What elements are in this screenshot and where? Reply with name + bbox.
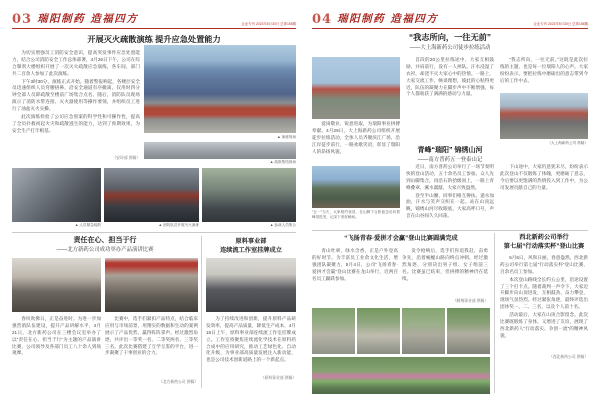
article-body-column — [402, 248, 488, 298]
issue-info: 企业专刊 2023年5月30日 总第158期 — [533, 21, 588, 26]
article-body-column — [206, 316, 296, 374]
paragraph: 近日，南方普药公司举行了一场节奏明快的登山活动，五十余名员工参加。众人先到山脚集合，再沿石阶拾级而上，一路上青峰叠翠、溪水潺潺，大家兴致盎然。 — [406, 164, 494, 190]
photo-firefighters — [104, 168, 199, 222]
article-body-column — [12, 316, 101, 382]
photo-caption: ▲ 消防队员开展灭火演练 — [158, 223, 199, 227]
article-body-column — [105, 316, 198, 378]
issue-info: 企业专刊 2023年5月30日 总第158期 — [241, 21, 296, 26]
paragraph: 首段的20公里拉练途中，大家互相鼓励、并肩前行，没有一人掉队。汗水浸湿了衣衫，却浇不灭大家心中的热情。一路上，大家交流工作、畅谈理想，彼此的心贴得更近，队伍的凝聚力在脚步声中不断增强，每个人都收获了满满的感动与力量。 — [406, 57, 494, 97]
photo-large-group — [312, 357, 490, 394]
article-subtitle: ——南方普药五一登泰山记 — [417, 157, 483, 163]
article-body-column — [500, 164, 588, 228]
article-title-line1: 原料事业部 — [235, 238, 267, 245]
photo-assembly-square — [144, 142, 296, 159]
paragraph: 比赛中，选手们紧扣产品特点，结合临床应用与市场前景，用翔实的数据和生动的案例展示了产品优势，赢得阵阵掌声。经过激烈角逐，共评出一等奖一名、二等奖两名、三等奖三名。此次比赛搭建了互学互鉴的平台，进一步凝聚了干事创业的合力。 — [105, 316, 198, 356]
article-body-column — [406, 164, 494, 228]
section-divider — [12, 232, 296, 233]
photo-caption: ▲ 人员紧急疏散 — [74, 223, 101, 227]
photo-factory-building-firetrucks — [144, 45, 296, 133]
newspaper-brand: 瑞阳制药 造福四方 — [337, 13, 439, 26]
article-title-line2: 第七届“行动落实杯”登山比赛 — [503, 243, 585, 250]
photo-contest-speaker — [12, 258, 101, 312]
photo-caption: ▲ 演练现场 — [277, 135, 296, 139]
paragraph: 青山吐翠，绿水含香，正是户外登高的好时节。为丰富员工业余文化生活，增强团队凝聚力，5月4日，公司“飞扬青春·爱拼才会赢”登山比赛在龙山举行，近两百名员工踊跃参加。 — [312, 248, 398, 281]
photo-plaque-unveiling-group — [206, 258, 296, 312]
article-title: 责任在心、担当于行 — [73, 237, 137, 244]
masthead-right — [312, 13, 588, 29]
article-title: “我志所向，一往无前” — [409, 33, 491, 42]
column-divider — [494, 233, 495, 393]
photo-rollcall-crowd — [202, 168, 296, 222]
paragraph: 爱岗敬业、锐意进取，为瑞阳事业拼搏奉献。4月29日，大上海新药公司组织开展徒步拉练活动，全体人员齐聚滨江广场，沿江岸徒步前行，一路欢歌笑语，彰显了瑞阳人的昂扬风貌。 — [312, 121, 400, 154]
article-body-column — [312, 248, 398, 306]
page-number: 04 — [312, 12, 333, 27]
photo-hiking-4 — [447, 308, 490, 354]
paragraph: “我志所向，一往无前。”这既是此次拉练的主题，也是每一位瑞阳人的心声。大家纷纷表示，要把拉练中磨砺出的意志带到今后的工作中去。 — [500, 57, 588, 83]
byline: （制剂事业部 供稿） — [452, 299, 488, 303]
page-04 — [300, 0, 600, 409]
paragraph: 春风吹拂日，正是奋进时。为进一步加强营销队伍建设，提升产品讲解水平，4月21日，北方新药公司在三楼会议室举办了以“责任在心、担当于行”为主题的产品演讲比赛，公司领导及各部门员工八十余人到场观摩。 — [12, 316, 101, 356]
photo-summit-group-flag — [312, 166, 400, 208]
photo-caption: ▲ 参演人员集合 — [269, 223, 296, 227]
article-title: 青峰“瑞阳” 锦绣山河 — [417, 147, 483, 154]
byline: （原料事业部 供稿） — [260, 376, 296, 380]
paragraph: 为切实增强员工消防安全意识，提高突发事件应急处置能力，结合公司消防安全工作总体部署，4月26日下午，公司在综合制剂大楼组织开展了一次灭火疏散应急演练，各车间、部门共二百余人参加了此次演练。 — [12, 50, 140, 76]
article-subtitle: ——大上海新药公司徒步拉练活动 — [409, 45, 491, 51]
article-title-line2: 连续流工作室挂牌成立 — [220, 247, 282, 254]
byline: （北方新药公司 供稿） — [158, 380, 198, 384]
page-number: 03 — [12, 12, 33, 27]
newspaper-brand: 瑞阳制药 造福四方 — [37, 13, 139, 26]
article-title: “飞扬青春·爱拼才会赢”登山比赛圆满完成 — [344, 235, 458, 242]
paragraph: 为了持续改进和创新，提升原料产品研发效率，提高产品质量，降低生产成本，4月18日上午，原料事业部连续流工作室挂牌成立。工作室将聚焦连续流化学技术在原料药合成中的应用研究，推动工艺绿色化、自动化升级，为事业部高质量发展注入新动能，也是公司技术创新道路上的一个新起点。 — [206, 316, 296, 363]
paragraph: 下午3时30分，演练正式开始。随着警报响起，各楼层安全员迅速组织人员弯腰捂鼻、沿安全通道有序撤离，仅用时四分钟全部人员即疏散至楼前广场集合点名。随后，消防队员现场演示了消防水带连接、灭火器使用等操作要领，并组织员工进行了油盆灭火实操。 — [12, 78, 140, 112]
paragraph: 登至半山腰，同事们相互搀扶、递水加油，汗水与笑声交织在一起。站在山顶远眺，锦绣山河尽收眼底，大家高呼口号，声音在山谷间久久回荡。 — [406, 192, 494, 219]
article-body-column — [406, 57, 494, 137]
article-subtitle: ——北方新药公司成功举办产品演讲比赛 — [56, 247, 154, 253]
article-title-line1: 西北新药公司举行 — [519, 234, 569, 241]
photo-contest-audience — [105, 258, 198, 312]
paragraph: 此次演练检验了公司应急预案的科学性和可操作性，提高了全员扑救初起火灾和疏散逃生的能力，达到了预期效果，为安全生产打牢根基。 — [12, 114, 140, 133]
article-body-column — [12, 50, 140, 154]
article-body-column — [500, 57, 588, 91]
section-divider — [312, 230, 588, 231]
column-divider — [201, 236, 202, 388]
paragraph: 活动最后，大家在山顶合影留念。此次比赛既锻炼了身体，又增进了友谊，展现了西北新药人“行动落实、争创一流”的精神风貌。 — [500, 312, 588, 338]
photo-caption: ▲ 疏散集结现场 — [269, 160, 296, 164]
paragraph: 发令枪响后，选手们你追我赶、奋勇争先，沿着蜿蜒山路向终点冲刺。经过激烈角逐，分别决出男子组、女子组前三名。比赛虽已结束，但拼搏的精神仍在延续。 — [402, 248, 488, 281]
article-body-column — [500, 255, 588, 351]
photo-caption: “五一”当天，大家相约登顶，在山脚下合影留念后向着峰顶进发，记录下美好瞬间。 — [312, 210, 400, 220]
photo-hiking-1 — [312, 308, 355, 354]
paragraph: 本次登山路线全长约五公里，沿途设置了三个打卡点。随着裁判一声令下，大家迈开脚步向山顶进发，互相鼓劲、奋力攀登，现场气氛热烈。经过紧张角逐，最终评选出团体奖一、二、三名，以及个人前十名。 — [500, 276, 588, 310]
photo-group-front-building — [500, 93, 588, 139]
masthead-left — [12, 13, 296, 29]
photo-hiking-2 — [357, 308, 400, 354]
byline: （西北新药公司 供稿） — [548, 355, 588, 359]
paragraph: 5月6日，风和日丽，春意盎然。西北新药公司举行第七届“行动落实杯”登山比赛，百余名员工参加。 — [500, 255, 588, 274]
byline: （安环部 供稿） — [112, 156, 140, 160]
paragraph: 下山途中，大家仍意犹未尽，纷纷表示此次登山不仅锻炼了体魄，更磨砺了意志，今后要以更饱满的热情投入到工作中，为公司发展贡献自己的力量。 — [500, 164, 588, 190]
photo-caption: （大上海新药公司 供稿） — [547, 141, 588, 145]
photo-evacuation — [12, 168, 101, 222]
article-title: 开展灭火疏散演练 提升应急处置能力 — [87, 35, 221, 44]
photo-march-red-flags — [312, 57, 400, 119]
photo-hiking-3 — [402, 308, 445, 354]
